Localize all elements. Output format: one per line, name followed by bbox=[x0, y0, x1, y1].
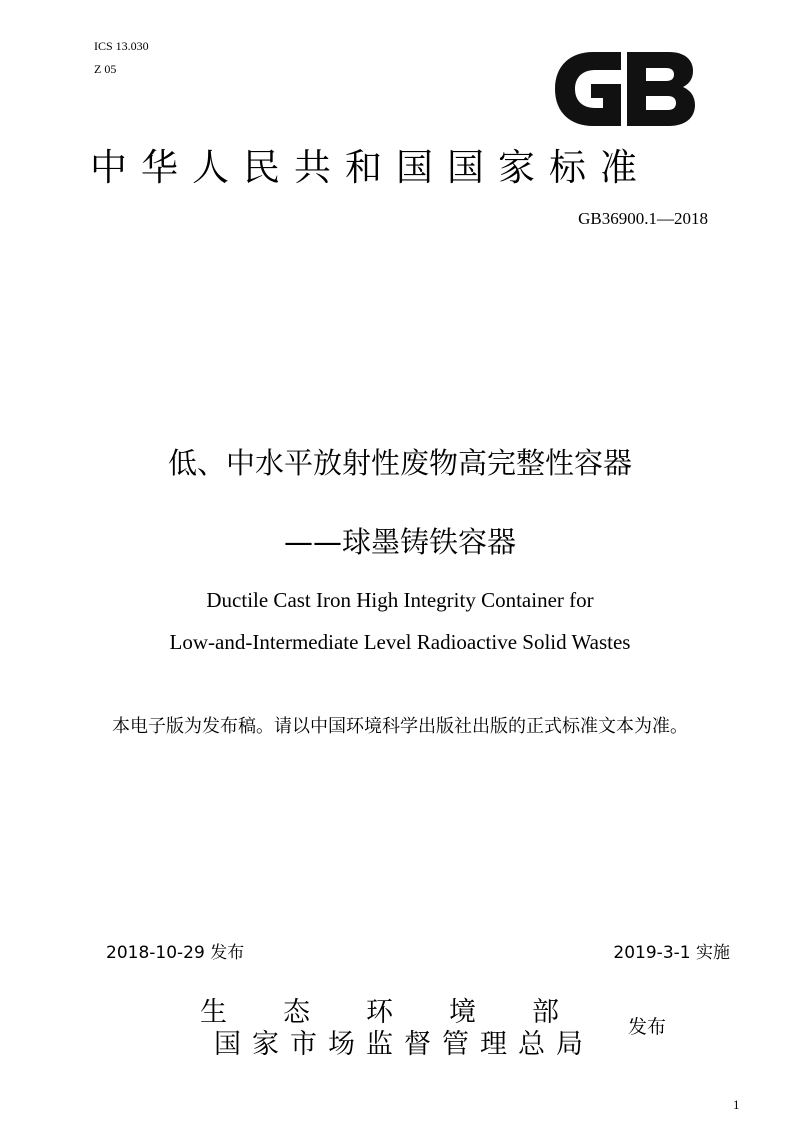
issuer-administration: 国家市场监督管理总局 bbox=[214, 1029, 594, 1060]
classification-code: Z 05 bbox=[94, 62, 117, 76]
standard-number: GB36900.1—2018 bbox=[578, 209, 708, 228]
document-subtitle-cn: ——球墨铸铁容器 bbox=[283, 525, 516, 559]
implementation-date: 2019-3-1 实施 bbox=[613, 943, 730, 963]
document-title-en-line1: Ductile Cast Iron High Integrity Container for bbox=[206, 588, 594, 612]
publish-label: 发布 bbox=[628, 1016, 667, 1038]
ics-code: ICS 13.030 bbox=[94, 39, 149, 53]
document-title-cn: 低、中水平放射性废物高完整性容器 bbox=[167, 446, 632, 480]
issue-date: 2018-10-29 发布 bbox=[106, 943, 245, 963]
issuer-ministry: 生态环境部 bbox=[200, 997, 615, 1028]
national-standard-title: 中华人民共和国国家标准 bbox=[90, 146, 651, 189]
document-title-en-line2: Low-and-Intermediate Level Radioactive Solid Wastes bbox=[169, 630, 631, 654]
gb-logo bbox=[549, 48, 699, 130]
electronic-version-notice: 本电子版为发布稿。请以中国环境科学出版社出版的正式标准文本为准。 bbox=[112, 716, 688, 737]
page-number: 1 bbox=[733, 1097, 740, 1112]
